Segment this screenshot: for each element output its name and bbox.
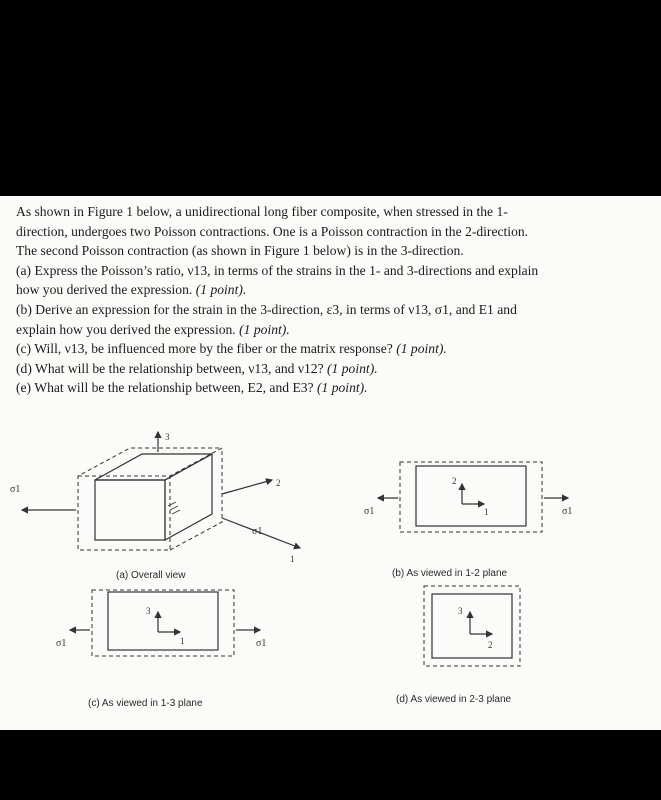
plane-23-diagram <box>424 586 520 666</box>
plane-13-label-3: 3 <box>146 606 151 616</box>
part-e-text: (e) What will be the relationship between, E2, and E3? <box>16 380 314 396</box>
part-a-text: how you derived the expression. <box>16 282 193 298</box>
part-c-text: (c) Will, ν13, be influenced more by the fiber or the matrix response? <box>16 341 393 357</box>
plane-12-solid <box>416 466 526 526</box>
part-e-points: (1 point). <box>316 380 368 396</box>
sigma-label-b-left: σ1 <box>364 506 375 517</box>
question-sheet <box>0 196 661 730</box>
part-b-line-2 <box>16 320 656 340</box>
part-d-text: (d) What will be the relationship between, ν13, and ν12? <box>16 360 324 376</box>
deformed-front-outline <box>78 476 170 550</box>
plane-13-solid <box>108 592 218 650</box>
plane-13-diagram <box>70 590 260 656</box>
part-a-line-1: (a) Express the Poisson’s ratio, ν13, in terms of the strains in the 1- and 3-directions and explain <box>16 262 539 278</box>
plane-12-label-2: 2 <box>452 476 457 486</box>
part-c-line <box>16 339 656 359</box>
part-c-points: (1 point). <box>396 341 447 357</box>
axis-2-arrow <box>222 480 272 494</box>
part-d-line <box>16 359 656 379</box>
axis-1-label: 1 <box>290 554 295 564</box>
sigma-label-c-right: σ1 <box>256 638 267 649</box>
axis-3-label: 3 <box>165 432 170 442</box>
plane-13-label-1: 1 <box>180 636 185 646</box>
intro-line-2: direction, undergoes two Poisson contractions. One is a Poisson contraction in the 2-direction. <box>16 223 529 239</box>
question-text <box>16 202 656 398</box>
part-a-line-2 <box>16 280 656 300</box>
part-a-points: (1 point). <box>195 282 247 298</box>
caption-b: (b) As viewed in 1-2 plane <box>392 568 508 579</box>
sigma-label-a-right: σ1 <box>252 526 263 537</box>
sigma-label-c-left: σ1 <box>56 638 67 649</box>
caption-c: (c) As viewed in 1-3 plane <box>88 698 203 709</box>
box-side-face <box>165 454 212 540</box>
part-e-line <box>16 378 656 398</box>
intro-line-1: As shown in Figure 1 below, a unidirectional long fiber composite, when stressed in the 1- <box>16 204 508 219</box>
deformed-top-outline <box>78 448 222 476</box>
box-top-face <box>95 454 212 480</box>
part-b-line-1: (b) Derive an expression for the strain in the 3-direction, ε3, in terms of ν13, σ1, and E1 and <box>16 301 517 317</box>
part-b-points: (1 point). <box>239 321 290 337</box>
caption-d: (d) As viewed in 2-3 plane <box>396 694 512 705</box>
sigma-label-a-left: σ1 <box>10 484 21 495</box>
figure-drawing <box>0 422 661 722</box>
plane-23-dashed <box>424 586 520 666</box>
sigma-label-b-right: σ1 <box>562 506 573 517</box>
plane-23-label-2: 2 <box>488 640 493 650</box>
part-d-points: (1 point). <box>327 360 378 376</box>
axis-2-label: 2 <box>276 478 281 488</box>
caption-a: (a) Overall view <box>116 570 186 581</box>
plane-23-label-3: 3 <box>458 606 463 616</box>
plane-12-dashed <box>400 462 542 532</box>
plane-12-label-1: 1 <box>484 507 489 517</box>
plane-12-diagram <box>378 462 568 532</box>
figure-1 <box>0 422 661 722</box>
intro-line-3: The second Poisson contraction (as shown in Figure 1 below) is in the 3-direction. <box>16 243 464 259</box>
plane-13-dashed <box>92 590 234 656</box>
box-front-face <box>95 480 165 540</box>
part-b-text: explain how you derived the expression. <box>16 321 236 337</box>
plane-23-solid <box>432 594 512 658</box>
